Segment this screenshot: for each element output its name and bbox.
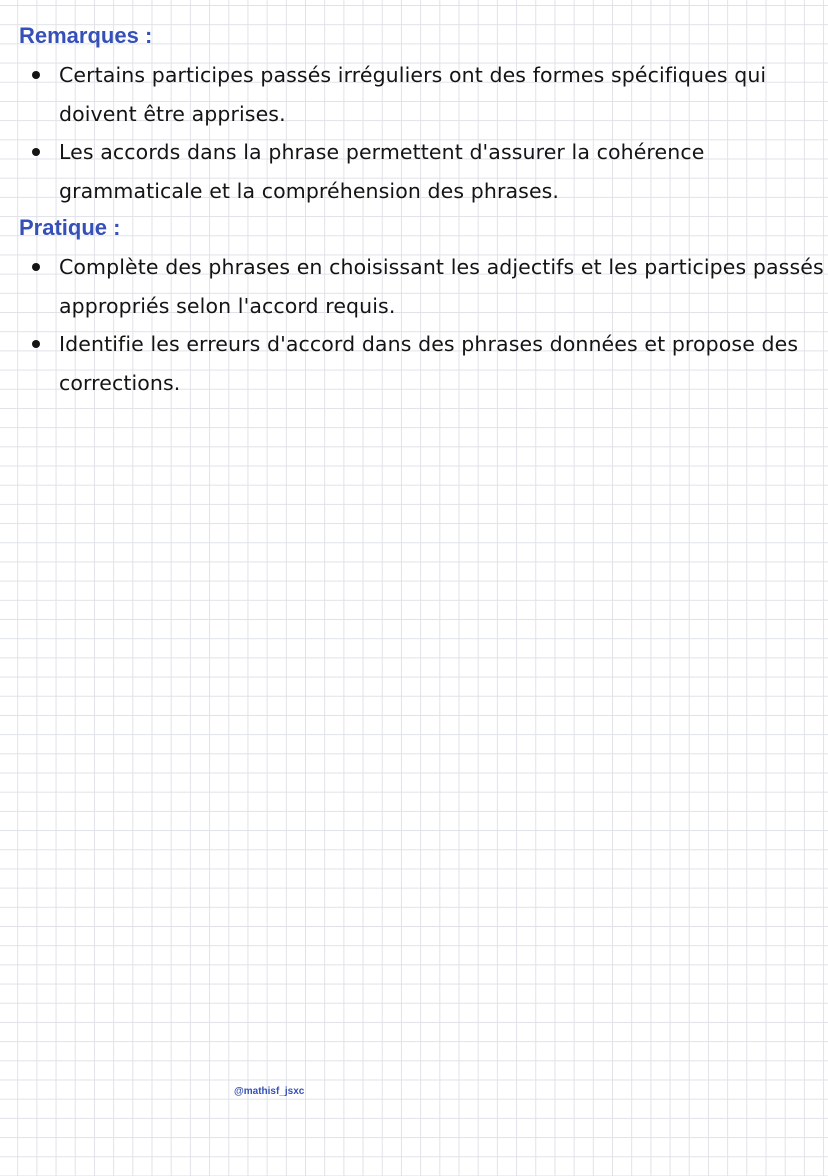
list-item: [0, 325, 828, 402]
pratique-heading: Pratique :: [19, 215, 121, 240]
bullet-icon: [32, 148, 40, 156]
list-item-text: Complète des phrases en choisissant les adjectifs et les participes passés appropriés selon l'accord requis.: [59, 255, 824, 318]
bullet-icon: [32, 71, 40, 79]
author-handle: @mathisf_jsxc: [234, 1086, 305, 1097]
remarques-list: [0, 56, 828, 210]
pratique-list: [0, 248, 828, 402]
list-item: [0, 133, 828, 210]
list-item-text: Certains participes passés irréguliers ont des formes spécifiques qui doivent être apprises.: [59, 63, 767, 126]
list-item-text: Les accords dans la phrase permettent d'assurer la cohérence grammaticale et la compréhension des phrases.: [59, 140, 705, 203]
bullet-icon: [32, 340, 40, 348]
list-item-text: Identifie les erreurs d'accord dans des phrases données et propose des corrections.: [59, 332, 799, 395]
bullet-icon: [32, 263, 40, 271]
list-item: [0, 56, 828, 133]
list-item: [0, 248, 828, 325]
remarques-heading: Remarques :: [19, 23, 153, 48]
